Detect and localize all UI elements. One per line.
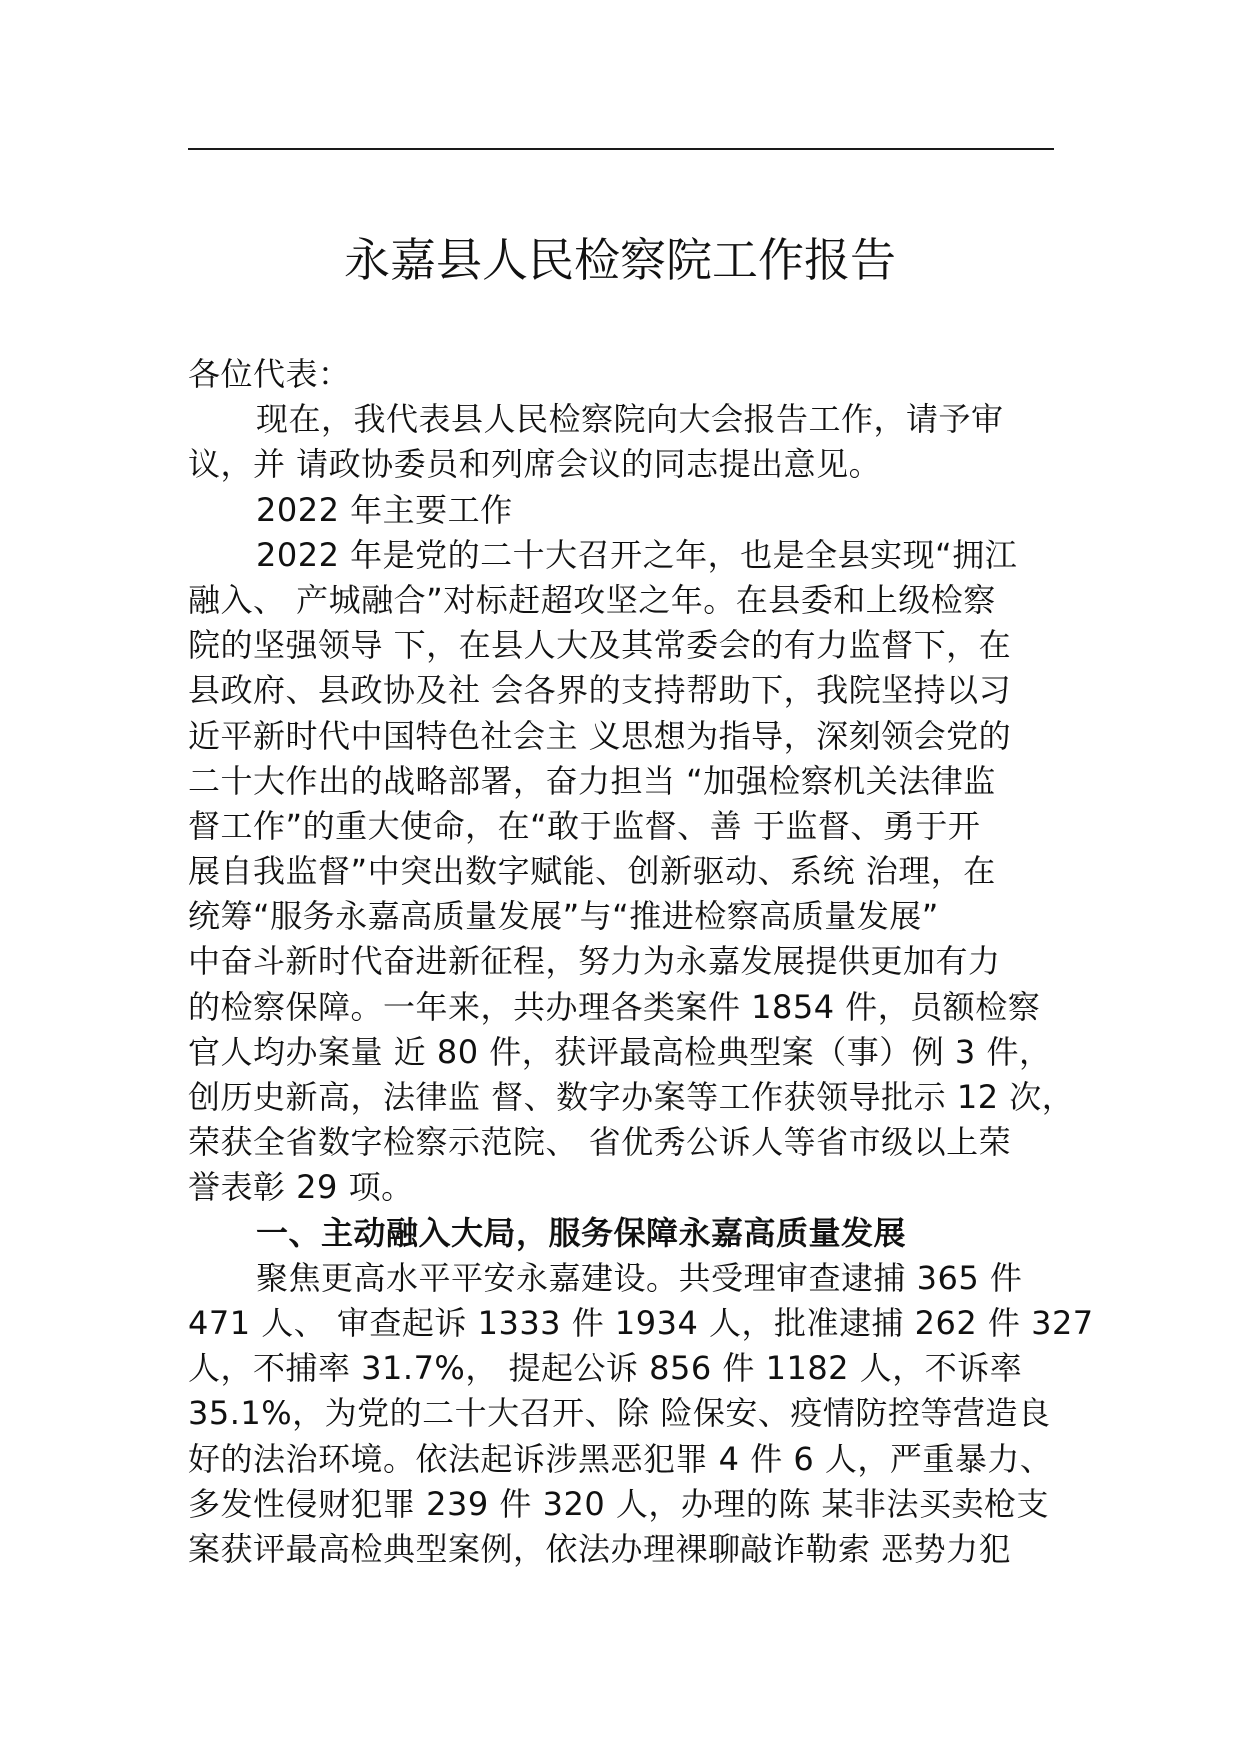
body-line: 35.1%，为党的二十大召开、除 险保安、疫情防控等营造良 xyxy=(188,1394,1051,1433)
body-line: 议，并 请政协委员和列席会议的同志提出意见。 xyxy=(188,445,882,484)
body-line: 誉表彰 29 项。 xyxy=(188,1168,414,1207)
body-line: 荣获全省数字检察示范院、 省优秀公诉人等省市级以上荣 xyxy=(188,1123,1012,1162)
body-line: 二十大作出的战略部署，奋力担当 “加强检察机关法律监 xyxy=(188,761,996,800)
document-title: 永嘉县人民检察院工作报告 xyxy=(344,233,896,287)
body-line: 院的坚强领导 下，在县人大及其常委会的有力监督下，在 xyxy=(188,626,1012,665)
body-line: 展自我监督”中突出数字赋能、创新驱动、系统 治理，在 xyxy=(188,852,996,891)
body-line: 多发性侵财犯罪 239 件 320 人，办理的陈 某非法买卖枪支 xyxy=(188,1484,1050,1523)
header-rule xyxy=(188,148,1054,150)
body-line: 督工作”的重大使命，在“敢于监督、善 于监督、勇于开 xyxy=(188,806,981,845)
body-line: 各位代表： xyxy=(188,355,351,393)
body-line: 2022 年是党的二十大召开之年，也是全县实现“拥江 xyxy=(256,535,1018,574)
body-line: 中奋斗新时代奋进新征程，努力为永嘉发展提供更加有力 xyxy=(188,942,1001,981)
body-line: 县政府、县政协及社 会各界的支持帮助下，我院坚持以习 xyxy=(188,671,1012,710)
body-line: 统筹“服务永嘉高质量发展”与“推进检察高质量发展” xyxy=(188,897,939,936)
body-line: 融入、 产城融合”对标赶超攻坚之年。在县委和上级检察 xyxy=(188,580,996,619)
body-line: 官人均办案量 近 80 件，获评最高检典型案（事）例 3 件， xyxy=(188,1032,1052,1071)
body-line: 471 人、 审查起诉 1333 件 1934 人，批准逮捕 262 件 327 xyxy=(188,1303,1094,1342)
body-line: 创历史新高，法律监 督、数字办案等工作获领导批示 12 次， xyxy=(188,1078,1075,1116)
body-line: 人，不捕率 31.7%， 提起公诉 856 件 1182 人，不诉率 xyxy=(188,1349,1023,1388)
body-line: 的检察保障。一年来，共办理各类案件 1854 件，员额检察 xyxy=(188,987,1041,1026)
body-line: 好的法治环境。依法起诉涉黑恶犯罪 4 件 6 人，严重暴力、 xyxy=(188,1439,1053,1478)
body-line: 案获评最高检典型案例，依法办理裸聊敲诈勒索 恶势力犯 xyxy=(188,1529,1012,1568)
body-line: 近平新时代中国特色社会主 义思想为指导，深刻领会党的 xyxy=(188,716,1012,755)
section-subtitle: 2022 年主要工作 xyxy=(256,490,513,529)
body-line: 现在，我代表县人民检察院向大会报告工作，请予审 xyxy=(256,400,1004,439)
body-line: 聚焦更高水平平安永嘉建设。共受理审查逮捕 365 件 xyxy=(256,1258,1023,1297)
document-body xyxy=(188,352,1094,1572)
section-heading: 一、主动融入大局，服务保障永嘉高质量发展 xyxy=(256,1213,907,1252)
